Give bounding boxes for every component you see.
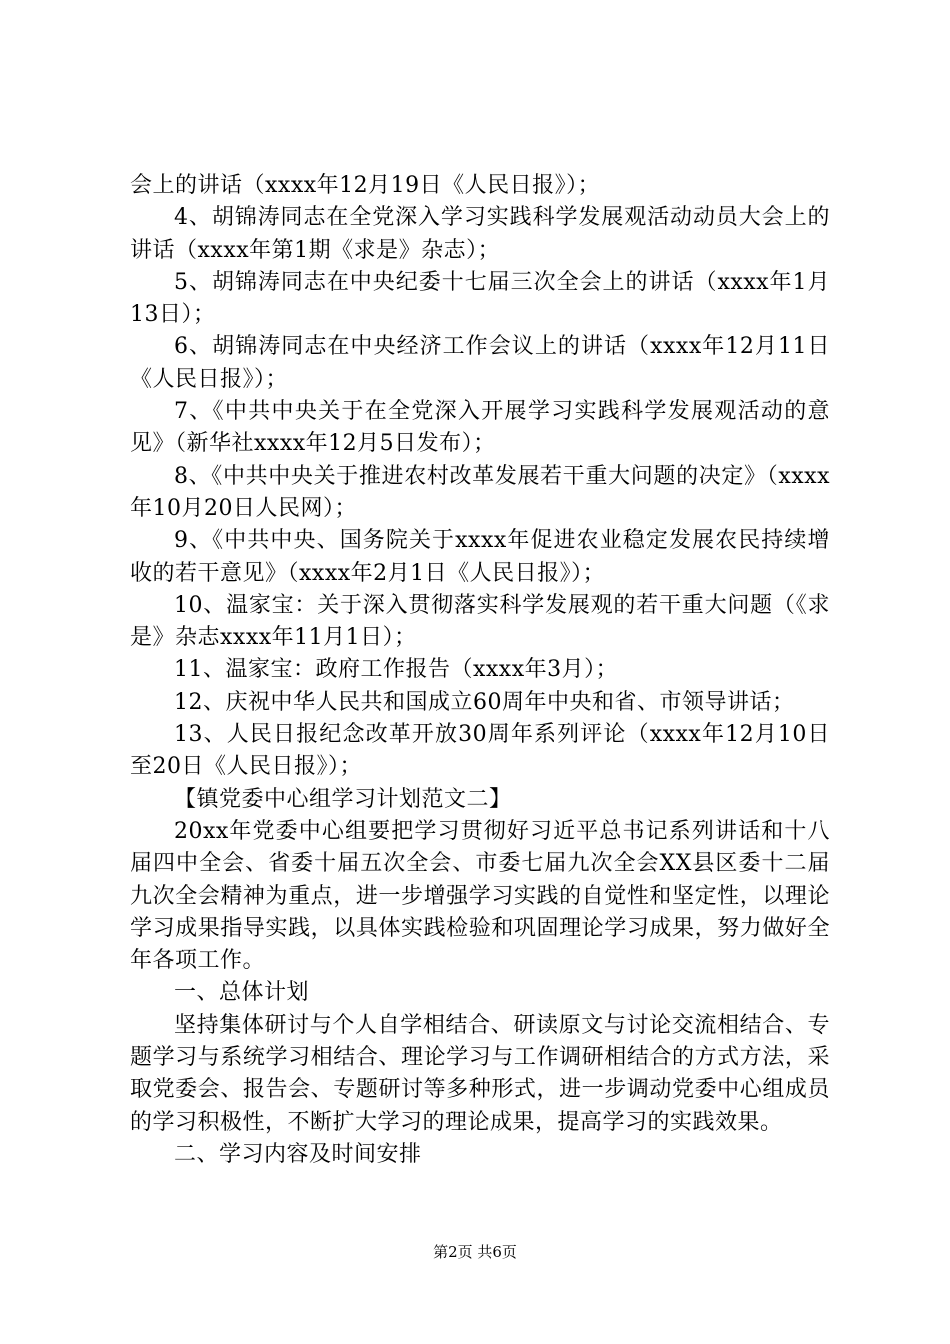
heading-study-content: 二、学习内容及时间安排 (174, 1141, 422, 1167)
list-item-7: 7、《中共中央关于在全党深入开展学习实践科学发展观活动的意见》（新华社xxxx年12月5日发布）； (130, 399, 830, 457)
page-number-footer: 第2页 共6页 (433, 1243, 517, 1261)
list-item-11: 11、温家宝：政府工作报告（xxxx年3月）； (174, 657, 619, 683)
list-item-5: 5、胡锦涛同志在中央纪委十七届三次全会上的讲话（xxxx年1月13日）； (130, 269, 830, 328)
overall-plan-paragraph: 坚持集体研讨与个人自学相结合、研读原文与讨论交流相结合、专题学习与系统学习相结合、理论学习与工作调研相结合的方式方法，采取党委会、报告会、专题研讨等多种形式，进一步调动党委中心组成员的学习积极性，不断扩大学习的理论成果，提高学习的实践效果。 (130, 1012, 830, 1135)
list-item-9: 9、《中共中央、国务院关于xxxx年促进农业稳定发展农民持续增收的若干意见》（xxxx年2月1日《人民日报》）； (130, 528, 830, 586)
list-item-10: 10、温家宝：关于深入贯彻落实科学发展观的若干重大问题（《求是》杂志xxxx年11月1日）； (130, 592, 830, 651)
list-item-12: 12、庆祝中华人民共和国成立60周年中央和省、市领导讲话； (174, 689, 795, 715)
list-item-8: 8、《中共中央关于推进农村改革发展若干重大问题的决定》（xxxx年10月20日人民网）； (130, 463, 830, 521)
intro-paragraph: 20xx年党委中心组要把学习贯彻好习近平总书记系列讲话和十八届四中全会、省委十届五次全会、市委七届九次全会XX县区委十二届九次全会精神为重点，进一步增强学习实践的自觉性和坚定性，以理论学习成果指导实践，以具体实践检验和巩固理论学习成果，努力做好全年各项工作。 (130, 818, 830, 974)
heading-overall-plan: 一、总体计划 (174, 980, 310, 1006)
list-item-4: 4、胡锦涛同志在全党深入学习实践科学发展观活动动员大会上的讲话（xxxx年第1期《求是》杂志）； (130, 205, 830, 263)
document-body (130, 170, 830, 1171)
paragraph-continuation: 会上的讲话（xxxx年12月19日《人民日报》）； (130, 173, 601, 198)
section-title: 【镇党委中心组学习计划范文二】 (174, 786, 512, 812)
list-item-6: 6、胡锦涛同志在中央经济工作会议上的讲话（xxxx年12月11日《人民日报》）； (130, 334, 830, 392)
list-item-13: 13、人民日报纪念改革开放30周年系列评论（xxxx年12月10日至20日《人民日报》）； (130, 722, 830, 780)
